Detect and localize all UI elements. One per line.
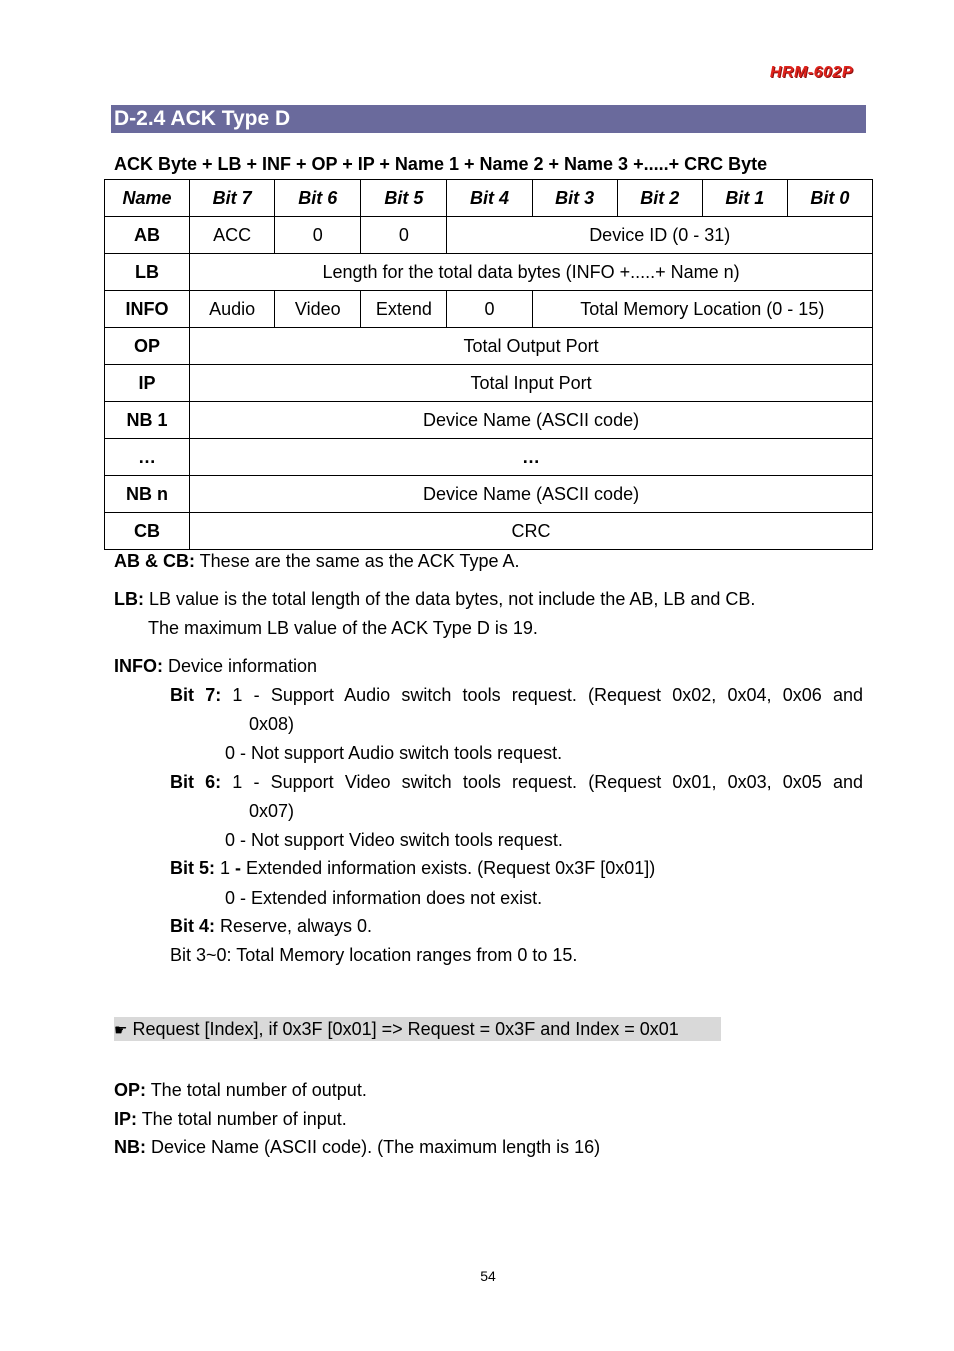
- bit7-zero-text: 0 - Not support Audio switch tools request.: [225, 743, 563, 763]
- nb-text: Device Name (ASCII code). (The maximum length is 16): [146, 1137, 601, 1157]
- header-bit0: Bit 0: [787, 180, 872, 217]
- table-cell: Total Output Port: [190, 328, 873, 365]
- table-cell: 0: [447, 291, 532, 328]
- header-bit6: Bit 6: [275, 180, 361, 217]
- bit5-label: Bit 5:: [170, 858, 215, 878]
- info-label: INFO:: [114, 656, 163, 676]
- bit6-text: 1 - Support Video switch tools request. (Request 0x01, 0x03, 0x05 and: [221, 772, 863, 792]
- packet-formula: ACK Byte + LB + INF + OP + IP + Name 1 + Name 2 + Name 3 +.....+ CRC Byte: [114, 154, 768, 174]
- bit5-one: 1: [215, 858, 236, 878]
- table-row: [105, 476, 873, 513]
- row-name: NB n: [105, 476, 190, 513]
- bit7-text: 1 - Support Audio switch tools request. (Request 0x02, 0x04, 0x06 and: [221, 685, 864, 705]
- lb-description: [114, 585, 755, 614]
- header-name: Name: [105, 180, 190, 217]
- bit6-text-continued: 0x07): [249, 801, 295, 821]
- header-bit7: Bit 7: [190, 180, 275, 217]
- row-name: OP: [105, 328, 190, 365]
- op-text: The total number of output.: [146, 1080, 367, 1100]
- table-row: [105, 217, 873, 254]
- bit4-text: Reserve, always 0.: [215, 916, 373, 936]
- table-cell: 0: [275, 217, 361, 254]
- info-description: [114, 652, 317, 681]
- table-cell: Length for the total data bytes (INFO +.....+ Name n): [190, 254, 873, 291]
- table-header-row: [105, 180, 873, 217]
- table-cell: CRC: [190, 513, 873, 550]
- bit4-description: [170, 912, 372, 941]
- header-bit1: Bit 1: [702, 180, 787, 217]
- note-text: Request [Index], if 0x3F [0x01] => Request = 0x3F and Index = 0x01: [127, 1019, 679, 1039]
- page-number: 54: [480, 1268, 496, 1284]
- info-text: Device information: [163, 656, 318, 676]
- header-bit4: Bit 4: [447, 180, 532, 217]
- table-row: [105, 402, 873, 439]
- table-cell: Total Input Port: [190, 365, 873, 402]
- header-bit3: Bit 3: [532, 180, 617, 217]
- row-name: IP: [105, 365, 190, 402]
- table-cell: Total Memory Location (0 - 15): [532, 291, 872, 328]
- table-row: [105, 328, 873, 365]
- abcb-text: These are the same as the ACK Type A.: [195, 551, 520, 571]
- ip-description: [114, 1105, 347, 1134]
- table-row: [105, 513, 873, 550]
- row-name: INFO: [105, 291, 190, 328]
- pointing-hand-icon: ☛: [114, 1021, 128, 1039]
- table-cell: Device Name (ASCII code): [190, 402, 873, 439]
- table-row: [105, 365, 873, 402]
- table-cell: Device Name (ASCII code): [190, 476, 873, 513]
- row-name: NB 1: [105, 402, 190, 439]
- ip-text: The total number of input.: [137, 1109, 347, 1129]
- ack-type-d-table: [104, 179, 873, 550]
- bit6-description: [170, 768, 863, 797]
- table-row: [105, 291, 873, 328]
- row-name: …: [105, 439, 190, 476]
- table-cell: …: [190, 439, 873, 476]
- bit30-description: Bit 3~0: Total Memory location ranges from 0 to 15.: [170, 945, 578, 965]
- table-cell: ACC: [190, 217, 275, 254]
- table-cell: 0: [361, 217, 447, 254]
- bit5-zero-text: 0 - Extended information does not exist.: [225, 888, 543, 908]
- table-cell: Extend: [361, 291, 447, 328]
- table-cell: Device ID (0 - 31): [447, 217, 873, 254]
- lb-label: LB:: [114, 589, 144, 609]
- header-bit2: Bit 2: [617, 180, 702, 217]
- request-note: [114, 1017, 721, 1041]
- bit5-description: [170, 854, 655, 883]
- row-name: LB: [105, 254, 190, 291]
- bit4-label: Bit 4:: [170, 916, 215, 936]
- bit7-label: Bit 7:: [170, 685, 222, 705]
- nb-label: NB:: [114, 1137, 146, 1157]
- bit6-zero-text: 0 - Not support Video switch tools request.: [225, 830, 563, 850]
- bit6-label: Bit 6:: [170, 772, 222, 792]
- ip-label: IP:: [114, 1109, 138, 1129]
- table-row: [105, 439, 873, 476]
- table-cell: Audio: [190, 291, 275, 328]
- op-label: OP:: [114, 1080, 147, 1100]
- lb-description-max: The maximum LB value of the ACK Type D is 19.: [148, 618, 538, 638]
- row-name: CB: [105, 513, 190, 550]
- op-description: [114, 1076, 367, 1105]
- section-title: D-2.4 ACK Type D: [111, 105, 866, 133]
- bit7-description: [170, 681, 863, 710]
- table-row: [105, 254, 873, 291]
- abcb-description: [114, 547, 520, 576]
- bit5-dash: -: [235, 858, 242, 878]
- abcb-label: AB & CB:: [114, 551, 195, 571]
- table-cell: Video: [275, 291, 361, 328]
- lb-text: LB value is the total length of the data bytes, not include the AB, LB and CB.: [144, 589, 756, 609]
- header-bit5: Bit 5: [361, 180, 447, 217]
- bit7-text-continued: 0x08): [249, 714, 295, 734]
- nb-description: [114, 1133, 600, 1162]
- bit5-text: Extended information exists. (Request 0x3F [0x01]): [241, 858, 656, 878]
- model-name: HRM-602P: [769, 64, 853, 81]
- row-name: AB: [105, 217, 190, 254]
